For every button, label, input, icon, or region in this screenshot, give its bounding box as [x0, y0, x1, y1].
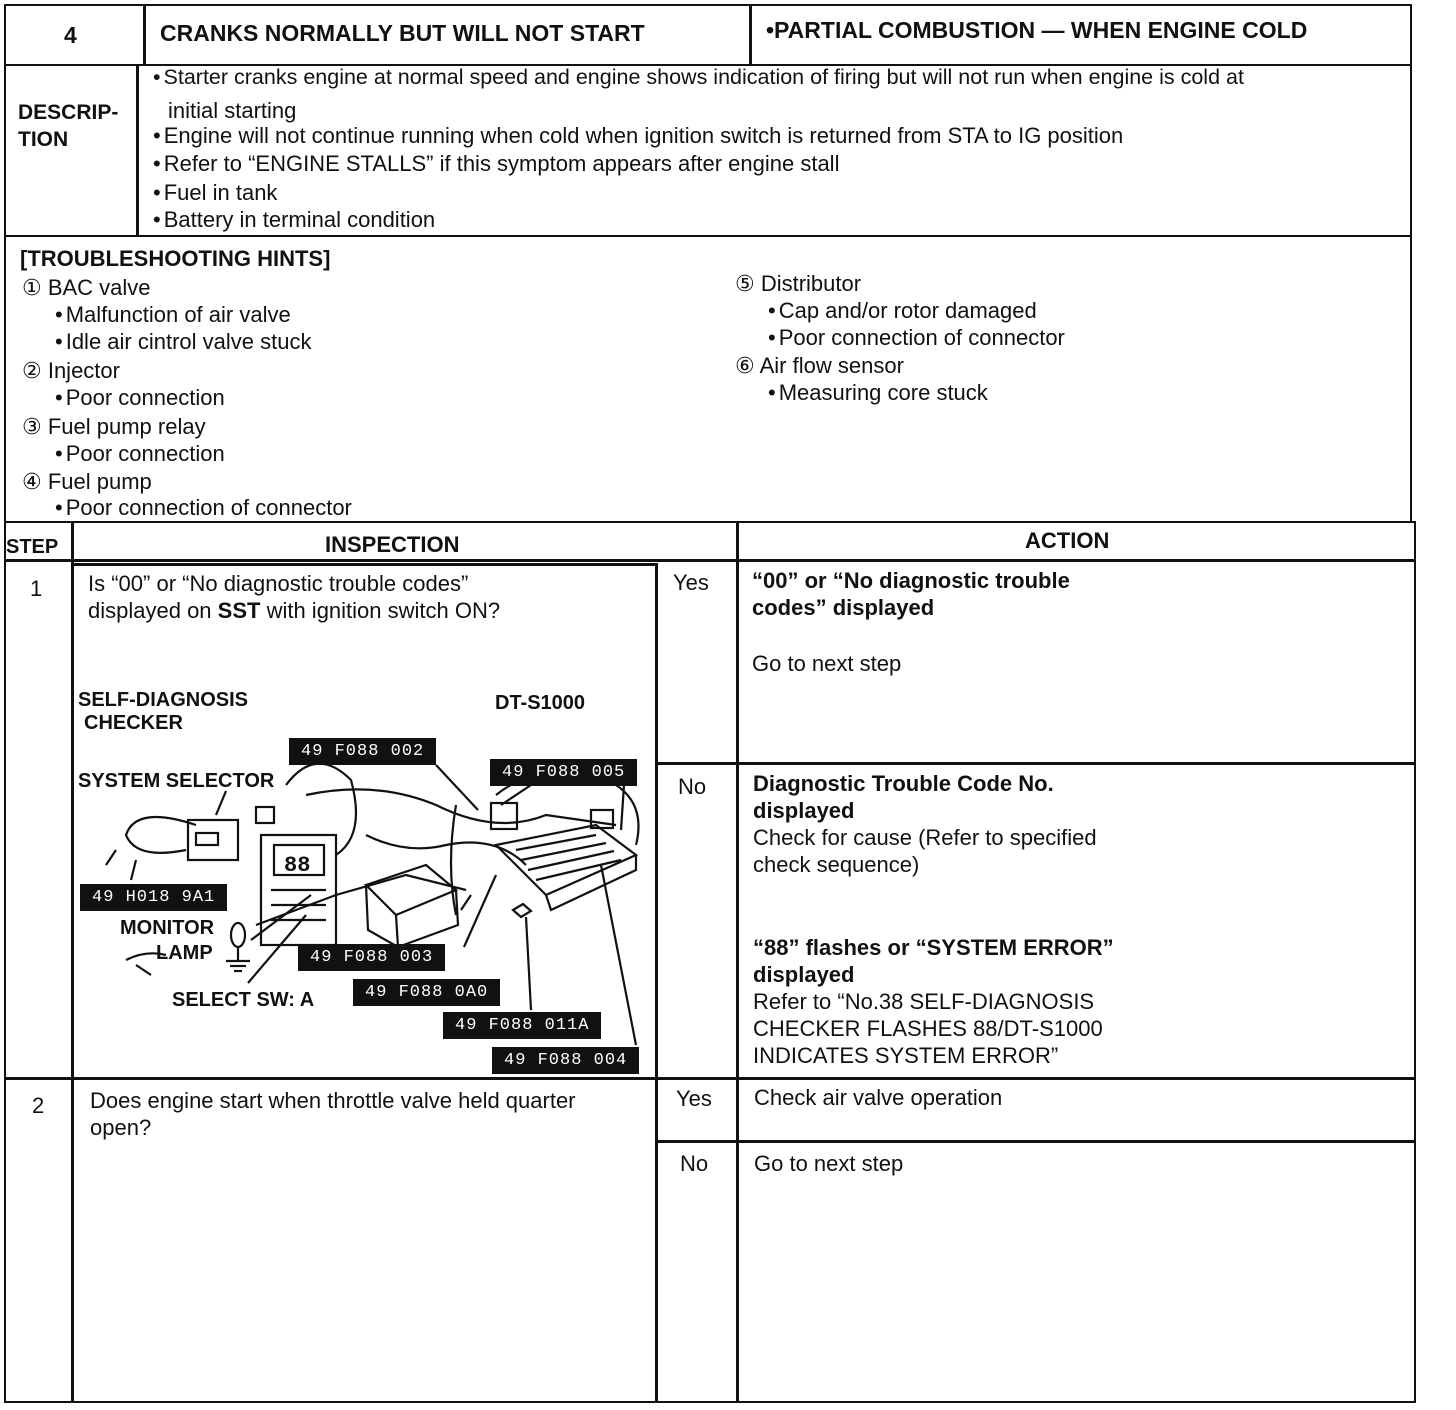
step2-yes-action: Check air valve operation [754, 1085, 1003, 1110]
description-item: • Starter cranks engine at normal speed and engine shows indication of firing but will not run when engine is cold at [153, 64, 1244, 91]
hint-subitem: • Poor connection of connector [768, 324, 1065, 351]
header-divider-1 [143, 4, 146, 66]
step1-yes-result: “00” or “No diagnostic trouble codes” displayed [752, 568, 1070, 620]
step-column-line [71, 521, 74, 1403]
hint-item: ⑥ Air flow sensor [735, 353, 904, 378]
hint-subitem: • Idle air cintrol valve stuck [55, 328, 311, 355]
hint-subitem: • Poor connection [55, 440, 225, 467]
step-divider [4, 1077, 1416, 1080]
step1-inspection-top [72, 563, 657, 566]
part-number-tag: 49 F088 003 [298, 944, 445, 971]
table-header-underline [4, 559, 1416, 562]
step2-question: Does engine start when throttle valve held quarter open? [90, 1088, 576, 1140]
hint-item: ① BAC valve [22, 275, 151, 300]
step1-no-action: Diagnostic Trouble Code No. displayed Check for cause (Refer to specified check sequence) [753, 771, 1097, 877]
part-number-tag: 49 F088 0A0 [353, 979, 500, 1006]
step1-yes-label: Yes [673, 570, 709, 595]
checker-display: 88 [284, 853, 311, 878]
part-number-tag: 49 F088 004 [492, 1047, 639, 1074]
step1-no-action-2: “88” flashes or “SYSTEM ERROR” displayed Refer to “No.38 SELF-DIAGNOSIS CHECKER FLASHES 88/DT-S1000 INDICATES SYSTEM ERROR” [753, 935, 1114, 1068]
description-item: • Engine will not continue running when cold when ignition switch is returned from STA to IG position [153, 122, 1123, 149]
hint-subitem: • Measuring core stuck [768, 379, 988, 406]
symptom-title: CRANKS NORMALLY BUT WILL NOT START [160, 20, 645, 46]
step1-yes-action: Go to next step [752, 651, 902, 676]
label-select-sw: SELECT SW: A [172, 989, 315, 1011]
label-dt-s1000: DT-S1000 [495, 692, 586, 714]
label-self-diagnosis: SELF-DIAGNOSIS CHECKER [78, 689, 249, 734]
hint-item: ④ Fuel pump [22, 469, 152, 494]
part-number-tag: 49 F088 002 [289, 738, 436, 765]
part-number-tag: 49 H018 9A1 [80, 884, 227, 911]
step1-no-label: No [678, 774, 707, 799]
symptom-number: 4 [64, 22, 77, 48]
description-item-cont: initial starting [168, 98, 297, 123]
step1-yes-no-divider [655, 762, 1416, 765]
description-label: DESCRIP- TION [18, 101, 119, 151]
hint-subitem: • Malfunction of air valve [55, 301, 291, 328]
hint-item: ⑤ Distributor [735, 271, 862, 296]
step2-no-label: No [680, 1151, 709, 1176]
description-item: • Battery in terminal condition [153, 206, 435, 233]
part-number-tag: 49 F088 011A [443, 1012, 601, 1039]
step2-no-action: Go to next step [754, 1151, 904, 1176]
description-divider [136, 64, 139, 237]
hint-subitem: • Poor connection of connector [55, 494, 352, 521]
hints-title: [TROUBLESHOOTING HINTS] [20, 246, 331, 271]
hints-section [4, 235, 1412, 523]
step2-yes-no-divider [655, 1140, 1416, 1143]
symptom-condition: •PARTIAL COMBUSTION — WHEN ENGINE COLD [766, 17, 1308, 43]
hint-item: ③ Fuel pump relay [22, 414, 206, 439]
inspection-yesno-line [655, 563, 658, 1403]
header-divider-2 [749, 4, 752, 66]
action-column-line [736, 521, 739, 1403]
description-item: • Fuel in tank [153, 179, 277, 206]
column-header-action: ACTION [1025, 528, 1110, 553]
step-number: 2 [32, 1093, 45, 1118]
hint-subitem: • Poor connection [55, 384, 225, 411]
label-monitor: MONITOR [120, 917, 215, 939]
hint-subitem: • Cap and/or rotor damaged [768, 297, 1037, 324]
label-system-selector: SYSTEM SELECTOR [78, 770, 275, 792]
ssst-connection-diagram [76, 685, 652, 1075]
label-lamp: LAMP [156, 942, 213, 964]
description-item: • Refer to “ENGINE STALLS” if this symptom appears after engine stall [153, 150, 839, 177]
step-number: 1 [30, 576, 43, 601]
column-header-step: STEP [6, 536, 59, 558]
step1-question: Is “00” or “No diagnostic trouble codes” displayed on SST with ignition switch ON? [88, 571, 501, 623]
part-number-tag: 49 F088 005 [490, 759, 637, 786]
column-header-inspection: INSPECTION [325, 532, 460, 557]
step2-yes-label: Yes [676, 1086, 712, 1111]
hint-item: ② Injector [22, 358, 120, 383]
